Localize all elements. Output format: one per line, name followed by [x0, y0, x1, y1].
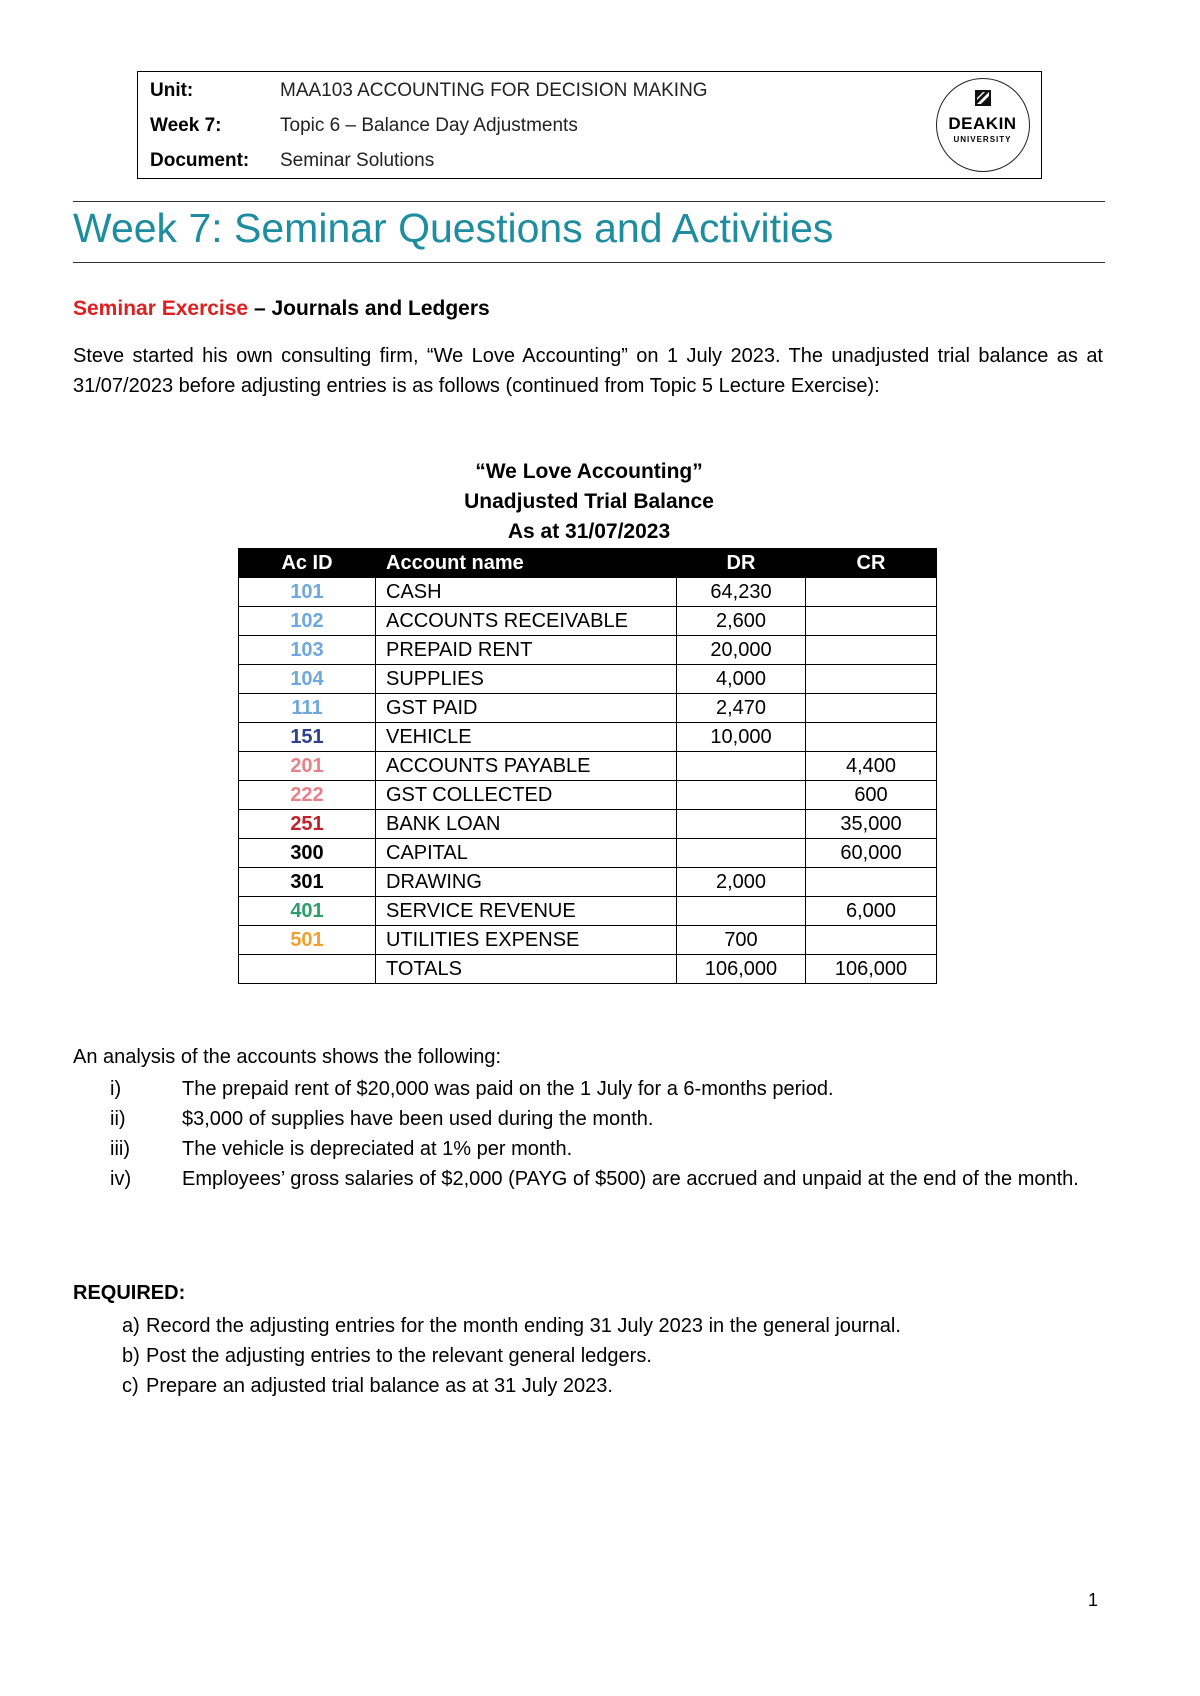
analysis-intro: An analysis of the accounts shows the following: — [73, 1046, 502, 1068]
list-item-letter: c) — [122, 1375, 139, 1397]
dr-cell: 106,000 — [677, 955, 806, 984]
acid-cell: 300 — [239, 839, 376, 868]
table-row — [239, 636, 937, 665]
required-list — [73, 1311, 1105, 1401]
dr-cell — [677, 752, 806, 781]
table-row — [239, 839, 937, 868]
acid-cell: 222 — [239, 781, 376, 810]
trial-balance-body — [239, 578, 937, 984]
column-header-account-name: Account name — [376, 549, 677, 578]
acid-cell: 251 — [239, 810, 376, 839]
list-item — [73, 1164, 1105, 1194]
unit-label: Unit: — [150, 80, 194, 101]
deakin-logo — [936, 78, 1030, 172]
deakin-shield-icon — [975, 90, 991, 106]
table-row — [239, 694, 937, 723]
account-name-cell: TOTALS — [376, 955, 677, 984]
account-name-cell: CAPITAL — [376, 839, 677, 868]
table-row — [239, 752, 937, 781]
dr-cell: 64,230 — [677, 578, 806, 607]
account-name-cell: UTILITIES EXPENSE — [376, 926, 677, 955]
acid-cell: 101 — [239, 578, 376, 607]
analysis-list — [73, 1074, 1105, 1194]
trial-balance-table — [238, 548, 937, 984]
cr-cell: 60,000 — [806, 839, 937, 868]
account-name-cell: GST PAID — [376, 694, 677, 723]
account-name-cell: SERVICE REVENUE — [376, 897, 677, 926]
account-name-cell: BANK LOAN — [376, 810, 677, 839]
list-item — [73, 1371, 1105, 1401]
list-item — [73, 1341, 1105, 1371]
dr-cell: 700 — [677, 926, 806, 955]
account-name-cell: SUPPLIES — [376, 665, 677, 694]
trial-balance-title-company: “We Love Accounting” — [475, 460, 703, 483]
week-value: Topic 6 – Balance Day Adjustments — [280, 115, 578, 136]
list-item-number: i) — [110, 1078, 122, 1100]
cr-cell — [806, 636, 937, 665]
table-row — [239, 723, 937, 752]
acid-cell: 201 — [239, 752, 376, 781]
acid-cell: 104 — [239, 665, 376, 694]
cr-cell: 4,400 — [806, 752, 937, 781]
cr-cell — [806, 694, 937, 723]
table-row — [239, 955, 937, 984]
table-header-row — [239, 549, 937, 578]
dr-cell: 4,000 — [677, 665, 806, 694]
account-name-cell: GST COLLECTED — [376, 781, 677, 810]
column-header-cr: CR — [806, 549, 937, 578]
table-row — [239, 897, 937, 926]
document-value: Seminar Solutions — [280, 150, 435, 171]
dr-cell: 2,600 — [677, 607, 806, 636]
dr-cell — [677, 897, 806, 926]
trial-balance-title-date: As at 31/07/2023 — [507, 520, 671, 543]
dr-cell: 2,000 — [677, 868, 806, 897]
trial-balance-title-name: Unadjusted Trial Balance — [464, 490, 714, 513]
unit-value: MAA103 ACCOUNTING FOR DECISION MAKING — [280, 80, 708, 101]
list-item-text: The vehicle is depreciated at 1% per month. — [182, 1138, 573, 1160]
list-item-text: The prepaid rent of $20,000 was paid on the 1 July for a 6-months period. — [182, 1078, 834, 1100]
dr-cell — [677, 839, 806, 868]
list-item-text: Employees’ gross salaries of $2,000 (PAYG of $500) are accrued and unpaid at the end of the month. — [182, 1168, 1079, 1190]
required-label: REQUIRED: — [73, 1282, 186, 1304]
cr-cell: 106,000 — [806, 955, 937, 984]
acid-cell: 102 — [239, 607, 376, 636]
intro-paragraph: Steve started his own consulting firm, “We Love Accounting” on 1 July 2023. The unadjusted trial balance as at 31/07/2023 before adjusting entries is as follows (continued from Topic 5 Lecture Exercise): — [73, 345, 1103, 397]
list-item-text: $3,000 of supplies have been used during the month. — [182, 1108, 654, 1130]
exercise-heading — [73, 297, 490, 321]
account-name-cell: ACCOUNTS PAYABLE — [376, 752, 677, 781]
dr-cell — [677, 781, 806, 810]
title-rule-top — [73, 201, 1105, 202]
cr-cell — [806, 607, 937, 636]
list-item — [73, 1311, 1105, 1341]
acid-cell: 111 — [239, 694, 376, 723]
exercise-heading-red: Seminar Exercise — [73, 297, 249, 320]
page-number: 1 — [1088, 1590, 1099, 1610]
exercise-heading-rest: – Journals and Ledgers — [248, 297, 490, 320]
acid-cell: 401 — [239, 897, 376, 926]
acid-cell: 501 — [239, 926, 376, 955]
dr-cell: 2,470 — [677, 694, 806, 723]
cr-cell — [806, 723, 937, 752]
list-item-text: Record the adjusting entries for the month ending 31 July 2023 in the general journal. — [146, 1315, 901, 1337]
list-item — [73, 1104, 1105, 1134]
document-label: Document: — [150, 150, 250, 171]
page-title: Week 7: Seminar Questions and Activities — [73, 205, 834, 251]
cr-cell: 6,000 — [806, 897, 937, 926]
table-row — [239, 868, 937, 897]
table-row — [239, 578, 937, 607]
list-item-letter: a) — [122, 1315, 140, 1337]
list-item-text: Prepare an adjusted trial balance as at 31 July 2023. — [146, 1375, 613, 1397]
table-row — [239, 607, 937, 636]
account-name-cell: VEHICLE — [376, 723, 677, 752]
list-item-letter: b) — [122, 1345, 140, 1367]
list-item — [73, 1134, 1105, 1164]
table-row — [239, 810, 937, 839]
acid-cell: 151 — [239, 723, 376, 752]
acid-cell: 103 — [239, 636, 376, 665]
list-item — [73, 1074, 1105, 1104]
table-row — [239, 926, 937, 955]
dr-cell: 10,000 — [677, 723, 806, 752]
cr-cell: 600 — [806, 781, 937, 810]
logo-wordmark: DEAKIN — [948, 114, 1017, 133]
title-rule-bottom — [73, 262, 1105, 263]
cr-cell — [806, 578, 937, 607]
cr-cell: 35,000 — [806, 810, 937, 839]
dr-cell: 20,000 — [677, 636, 806, 665]
cr-cell — [806, 665, 937, 694]
table-row — [239, 781, 937, 810]
account-name-cell: DRAWING — [376, 868, 677, 897]
account-name-cell: CASH — [376, 578, 677, 607]
cr-cell — [806, 868, 937, 897]
column-header-acid: Ac ID — [239, 549, 376, 578]
cr-cell — [806, 926, 937, 955]
list-item-number: iii) — [110, 1138, 130, 1160]
list-item-number: ii) — [110, 1108, 126, 1130]
week-label: Week 7: — [150, 115, 222, 136]
header-box — [137, 71, 1042, 179]
logo-subtext: UNIVERSITY — [953, 135, 1012, 144]
account-name-cell: PREPAID RENT — [376, 636, 677, 665]
column-header-dr: DR — [677, 549, 806, 578]
list-item-text: Post the adjusting entries to the relevant general ledgers. — [146, 1345, 652, 1367]
acid-cell: 301 — [239, 868, 376, 897]
table-row — [239, 665, 937, 694]
acid-cell — [239, 955, 376, 984]
dr-cell — [677, 810, 806, 839]
list-item-number: iv) — [110, 1168, 132, 1190]
account-name-cell: ACCOUNTS RECEIVABLE — [376, 607, 677, 636]
